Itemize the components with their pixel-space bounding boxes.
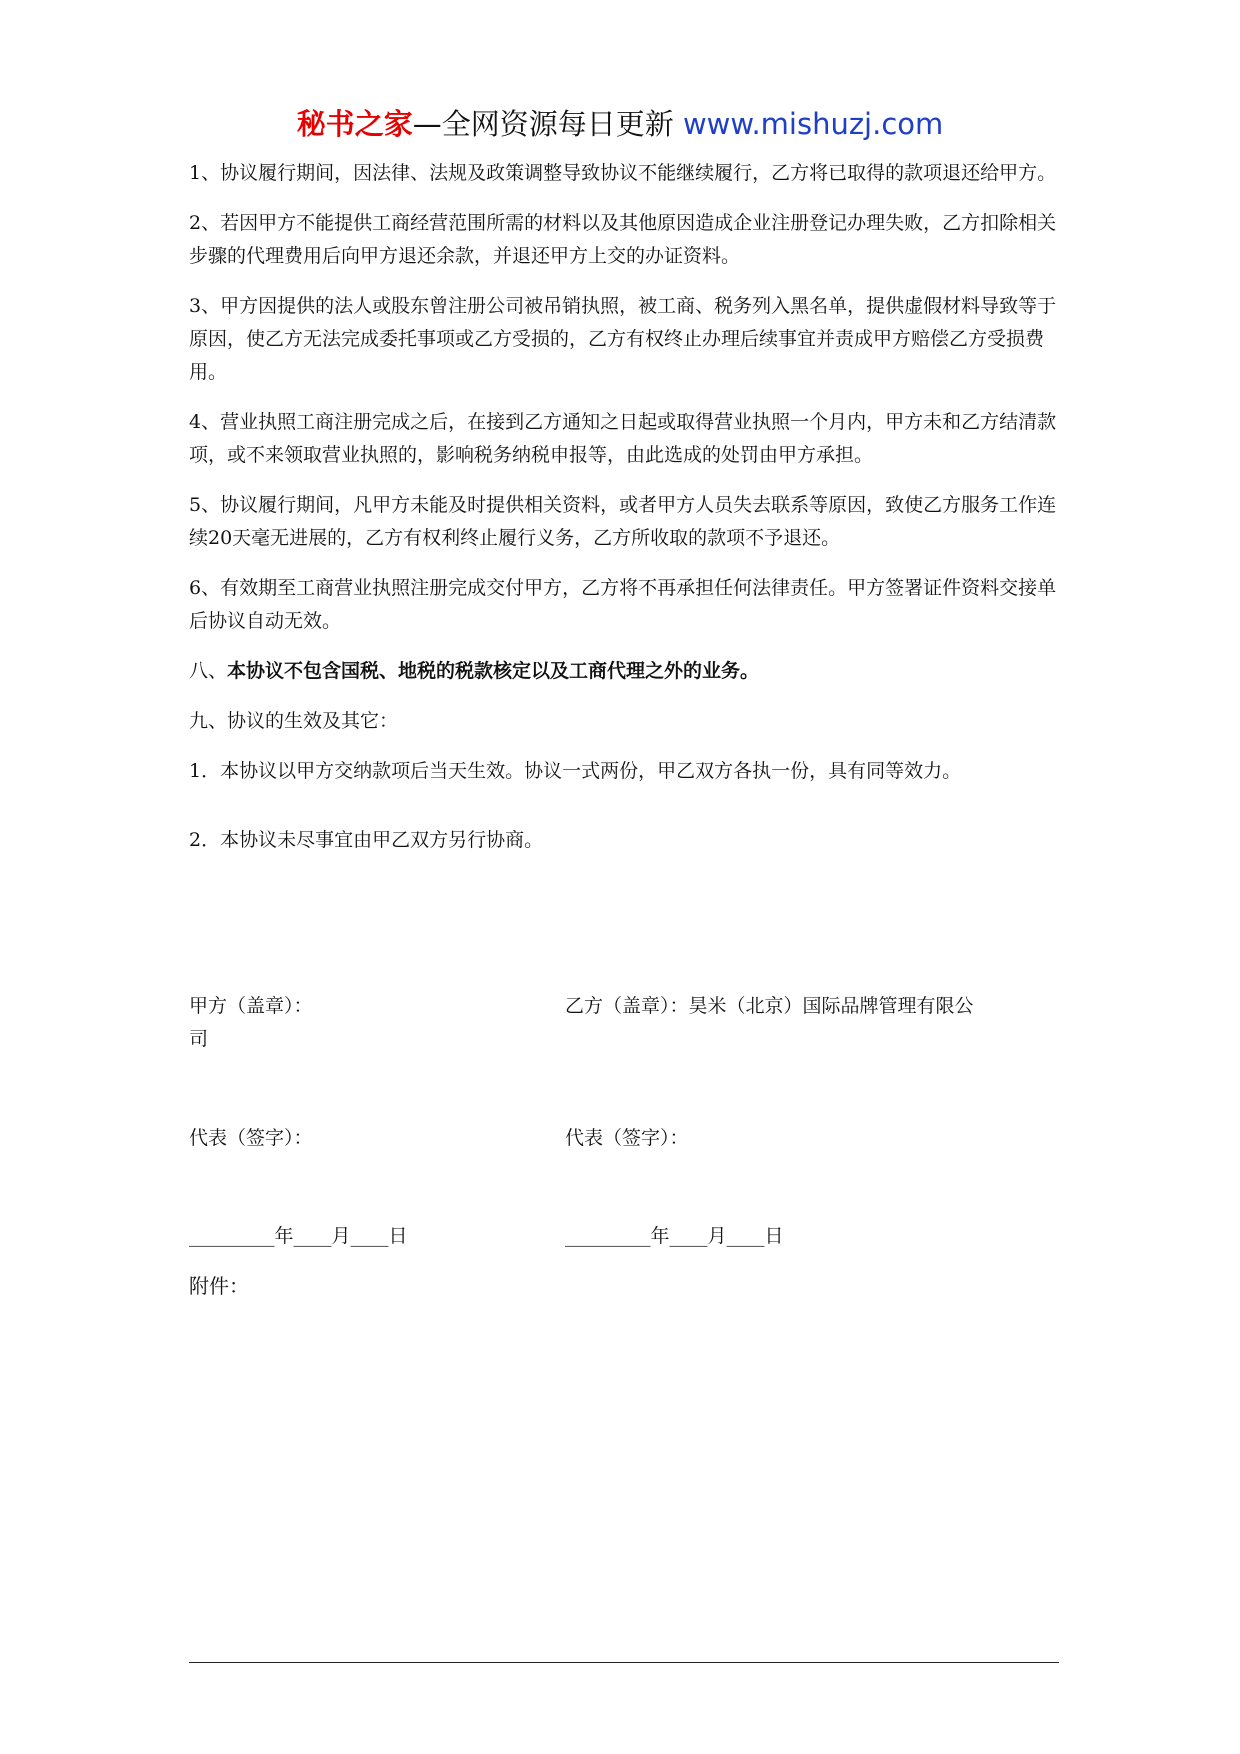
seal-row xyxy=(189,990,1069,1060)
party-b-date: _________年____月____日 xyxy=(565,1225,784,1247)
site-url-link[interactable]: www.mishuzj.com xyxy=(682,107,944,141)
party-b-seal: 乙方（盖章）：昊米（北京）国际品牌管理有限公 xyxy=(565,995,974,1017)
party-a-seal-wrap: 司 xyxy=(189,1028,209,1050)
agreement-body xyxy=(189,157,1069,857)
footer-divider xyxy=(189,1662,1059,1663)
section-9-item-2: 2．本协议未尽事宜由甲乙双方另行协商。 xyxy=(189,829,544,851)
section-8 xyxy=(189,655,1069,688)
clause-3: 3、甲方因提供的法人或股东曾注册公司被吊销执照，被工商、税务列入黑名单，提供虚假材料导致等于原因，使乙方无法完成委托事项或乙方受损的，乙方有权终止办理后续事宜并责成甲方赔偿乙方受损费用。 xyxy=(189,295,1057,383)
section-9-title: 九、协议的生效及其它： xyxy=(189,710,399,732)
party-a-representative: 代表（签字）： xyxy=(189,1127,313,1149)
date-row xyxy=(189,1220,1069,1254)
section-8-prefix: 八、 xyxy=(189,660,228,682)
clause-1: 1、协议履行期间，因法律、法规及政策调整导致协议不能继续履行，乙方将已取得的款项退还给甲方。 xyxy=(189,162,1057,184)
section-9-item-1: 1．本协议以甲方交纳款项后当天生效。协议一式两份，甲乙双方各执一份，具有同等效力。 xyxy=(189,760,962,782)
party-a-date: _________年____月____日 xyxy=(189,1225,408,1247)
attachment-label: 附件： xyxy=(189,1274,249,1298)
party-a-seal xyxy=(189,990,559,1056)
clause-2: 2、若因甲方不能提供工商经营范围所需的材料以及其他原因造成企业注册登记办理失败，乙方扣除相关步骤的代理费用后向甲方退还余款，并退还甲方上交的办证资料。 xyxy=(189,212,1057,267)
site-brand: 秘书之家 xyxy=(296,107,413,141)
clause-6: 6、有效期至工商营业执照注册完成交付甲方，乙方将不再承担任何法律责任。甲方签署证件资料交接单后协议自动无效。 xyxy=(189,577,1057,632)
party-b-representative: 代表（签字）： xyxy=(565,1127,689,1149)
site-header xyxy=(0,104,1240,144)
clause-4: 4、营业执照工商注册完成之后，在接到乙方通知之日起或取得营业执照一个月内，甲方未和乙方结清款项，或不来领取营业执照的，影响税务纳税申报等，由此选成的处罚由甲方承担。 xyxy=(189,411,1057,466)
site-tagline: —全网资源每日更新 xyxy=(412,107,683,141)
clause-5: 5、协议履行期间，凡甲方未能及时提供相关资料，或者甲方人员失去联系等原因，致使乙方服务工作连续20天毫无进展的，乙方有权利终止履行义务，乙方所收取的款项不予退还。 xyxy=(189,494,1057,549)
representative-row xyxy=(189,1122,1069,1156)
section-8-text: 本协议不包含国税、地税的税款核定以及工商代理之外的业务。 xyxy=(227,660,760,682)
party-a-seal-label: 甲方（盖章）： xyxy=(189,995,313,1017)
